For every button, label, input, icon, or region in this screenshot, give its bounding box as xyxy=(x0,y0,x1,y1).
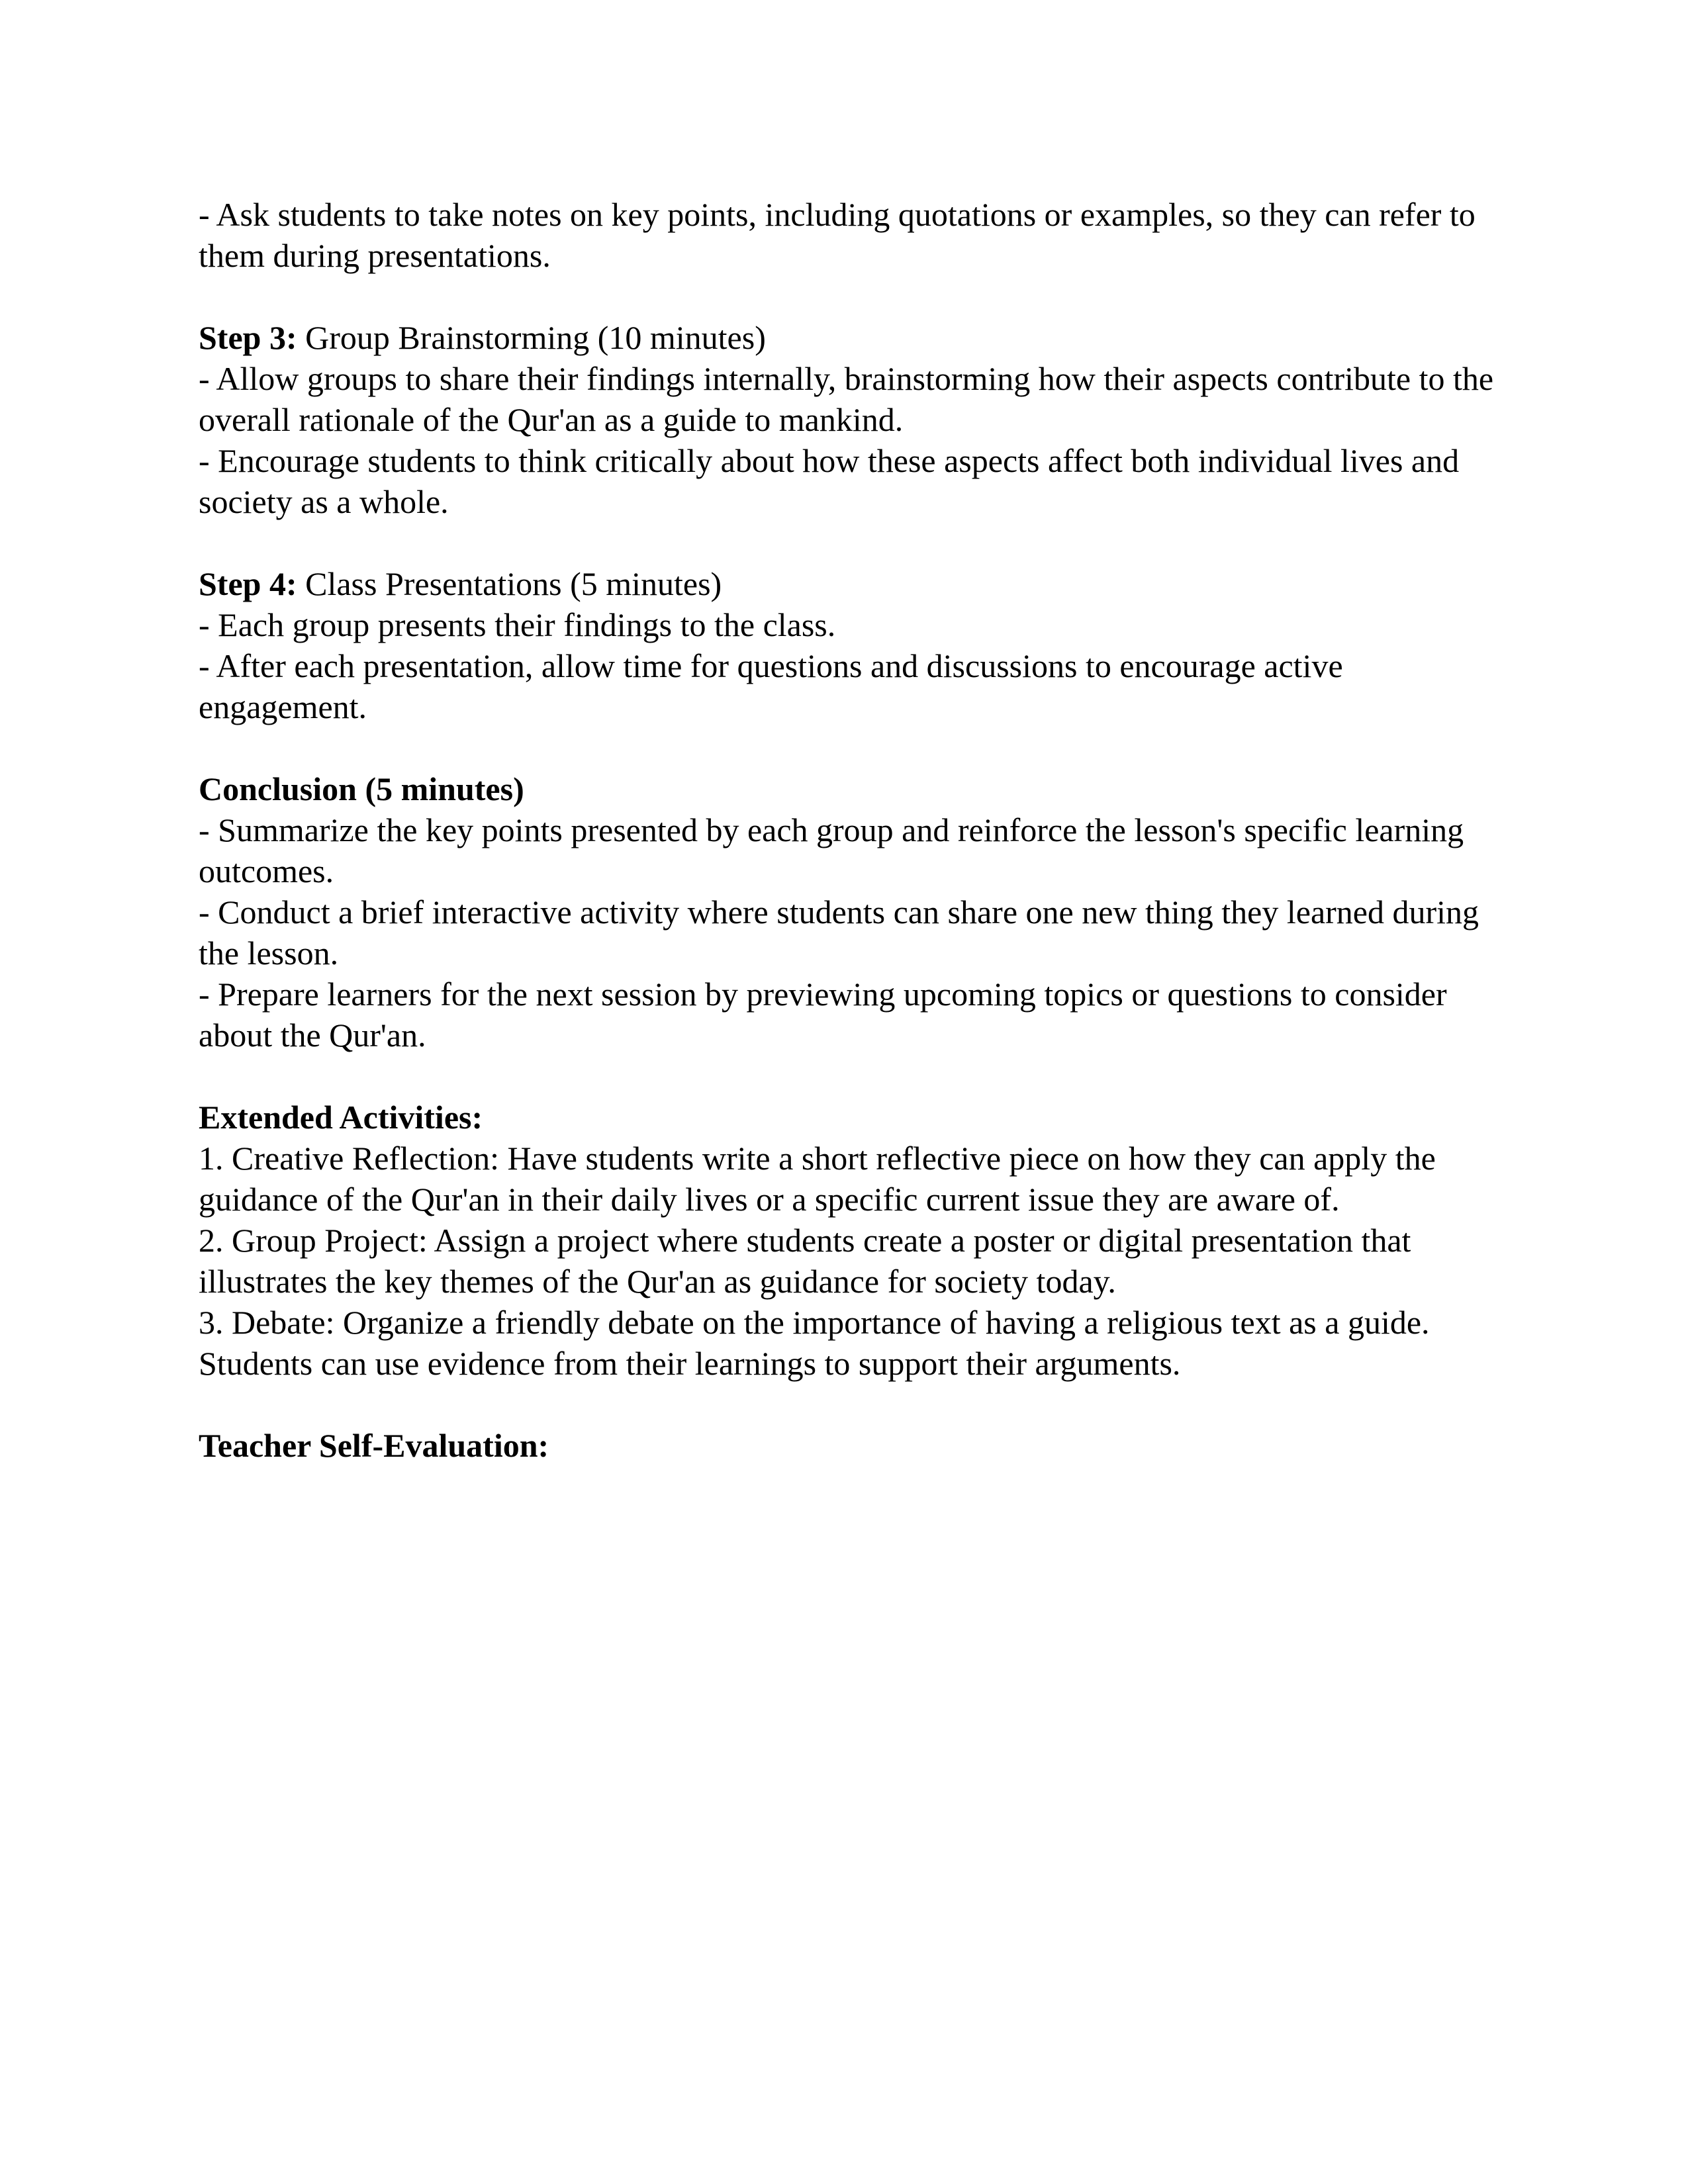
step-3-line-2: - Encourage students to think critically about how these aspects affect both individual lives and society as a whole. xyxy=(199,442,1460,520)
step-4-label: Step 4: xyxy=(199,565,297,602)
conclusion-section xyxy=(199,768,1496,1056)
step-3-heading xyxy=(199,317,1496,358)
step-4-heading xyxy=(199,563,1496,604)
teacher-self-evaluation-heading: Teacher Self-Evaluation: xyxy=(199,1427,549,1464)
extended-activities-heading: Extended Activities: xyxy=(199,1099,483,1136)
extended-activity-2: 2. Group Project: Assign a project where students create a poster or digital presentation that illustrates the key themes of the Qur'an as guidance for society today. xyxy=(199,1222,1411,1300)
conclusion-line-1: - Summarize the key points presented by each group and reinforce the lesson's specific learning outcomes. xyxy=(199,811,1464,889)
step-3-section xyxy=(199,317,1496,522)
step-3-line-1: - Allow groups to share their findings internally, brainstorming how their aspects contribute to the overall rationale of the Qur'an as a guide to mankind. xyxy=(199,360,1494,438)
intro-section xyxy=(199,194,1496,276)
step-4-line-2: - After each presentation, allow time for questions and discussions to encourage active engagement. xyxy=(199,647,1343,725)
conclusion-line-2: - Conduct a brief interactive activity where students can share one new thing they learned during the lesson. xyxy=(199,893,1479,972)
conclusion-heading: Conclusion (5 minutes) xyxy=(199,770,524,807)
extended-activity-1: 1. Creative Reflection: Have students write a short reflective piece on how they can apply the guidance of the Qur'an in their daily lives or a specific current issue they are aware of. xyxy=(199,1140,1436,1218)
step-3-label: Step 3: xyxy=(199,319,297,356)
step-4-line-1: - Each group presents their findings to the class. xyxy=(199,606,836,643)
intro-note: - Ask students to take notes on key points, including quotations or examples, so they can refer to them during presentations. xyxy=(199,196,1476,274)
step-3-title: Group Brainstorming (10 minutes) xyxy=(297,319,766,356)
document-body xyxy=(199,194,1496,1507)
step-4-section xyxy=(199,563,1496,727)
extended-activity-3: 3. Debate: Organize a friendly debate on the importance of having a religious text as a guide. Students can use evidence from their learnings to support their arguments. xyxy=(199,1304,1430,1382)
conclusion-line-3: - Prepare learners for the next session by previewing upcoming topics or questions to consider about the Qur'an. xyxy=(199,976,1447,1054)
step-4-title: Class Presentations (5 minutes) xyxy=(297,565,722,602)
extended-activities-section xyxy=(199,1097,1496,1384)
teacher-self-evaluation-section xyxy=(199,1425,1496,1466)
